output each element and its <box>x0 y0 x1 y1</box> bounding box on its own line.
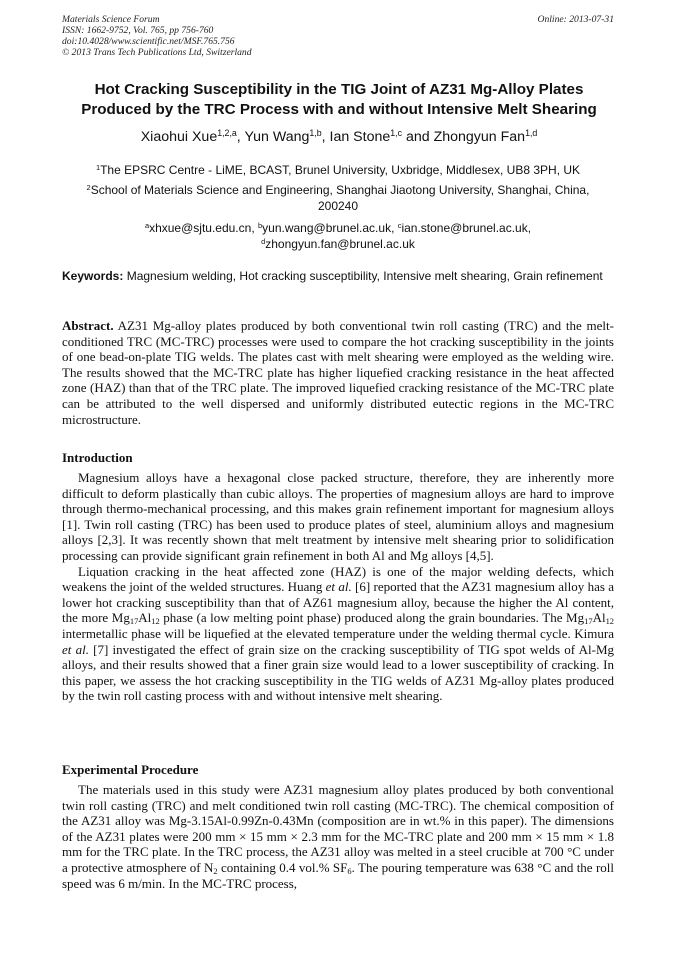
affiliation-number: 2 <box>86 182 91 192</box>
email-sup: a <box>144 220 150 230</box>
author-sup: 1,d <box>525 128 538 139</box>
author-sep: , <box>321 129 330 145</box>
affiliation-text: School of Materials Science and Engineering, Shanghai Jiaotong University, Shanghai, China, <box>90 183 590 197</box>
affiliation-text: The EPSRC Centre - LiME, BCAST, Brunel University, Uxbridge, Middlesex, UB8 3PH, UK <box>100 163 581 177</box>
introduction-body <box>62 470 614 704</box>
text-run: The materials used in this study were AZ31 magnesium alloy plates produced by both conventional twin roll casting (TRC) and melt conditioned twin roll casting (MC-TRC). The chemical composition of the AZ31 alloy was Mg-3.15Al-0.99Zn-0.43Mn (composition are in wt.% in this paper). The dimensions of the AZ31 plates were 200 mm × 15 mm × 2.3 mm for the MC-TRC plate and 200 mm × 15 mm × 1.8 mm for the TRC plate. In the TRC process, the AZ31 alloy was melted in a steel crucible at 700 °C under a protective atmosphere of N <box>62 782 614 875</box>
subscript: 17 <box>584 616 593 627</box>
paper-title <box>40 80 638 120</box>
email-address[interactable]: ian.stone@brunel.ac.uk, <box>401 221 532 235</box>
affiliation-2 <box>62 182 614 214</box>
email-address[interactable]: yun.wang@brunel.ac.uk, <box>262 221 398 235</box>
author-name: Ian Stone <box>329 129 391 145</box>
author-sup: 1,b <box>309 128 322 139</box>
author-sep: and <box>402 129 434 145</box>
abstract <box>62 318 614 427</box>
keywords-text: Magnesium welding, Hot cracking susceptibility, Intensive melt shearing, Grain refinement <box>126 269 603 283</box>
text-run: [6] reported that the AZ31 magnesium alloy has a lower hot cracking susceptibility than that of AZ61 magnesium alloy, because the higher the Al content, the more Mg <box>62 579 614 626</box>
subscript: 12 <box>151 616 160 627</box>
experimental-heading: Experimental Procedure <box>62 762 199 777</box>
author-sup: 1,2,a <box>217 128 237 139</box>
text-run: Al <box>592 610 606 626</box>
issn-line: ISSN: 1662-9752, Vol. 765, pp 756-760 <box>62 25 214 36</box>
author-sup: 1,c <box>390 128 402 139</box>
text-run: [7] investigated the effect of grain size on the cracking susceptibility of TIG spot welds of Al-Mg alloys, and their results showed that a finer grain size would lead to a lower susceptibility of cracking. In this paper, we assess the hot cracking susceptibility in the TIG welds of AZ31 Mg-alloy plates produced by the twin roll casting process with and without intensive melt shearing. <box>62 641 614 704</box>
email-sup: d <box>261 236 266 246</box>
keywords-label: Keywords: <box>62 269 124 283</box>
text-run: intermetallic phase will be liquefied at the elevated temperature under the welding thermal cycle. Kimura <box>62 625 614 641</box>
subscript: 6 <box>347 866 352 877</box>
copyright-line: © 2013 Trans Tech Publications Ltd, Switzerland <box>62 47 252 58</box>
text-run: Al <box>138 610 152 626</box>
title-line-1: Hot Cracking Susceptibility in the TIG Joint of AZ31 Mg-Alloy Plates <box>94 81 584 98</box>
experimental-paragraph-1 <box>62 782 614 891</box>
text-run: Liquation cracking in the heat affected zone (HAZ) is one of the major welding defects, which weakens the joint of the welded structures. Huang <box>62 563 614 595</box>
subscript: 2 <box>213 866 218 877</box>
email-sup: c <box>397 220 402 230</box>
online-date: Online: 2013-07-31 <box>537 14 614 25</box>
subscript: 12 <box>605 616 614 627</box>
text-run: containing 0.4 vol.% SF <box>217 859 348 875</box>
affiliation-1 <box>62 162 614 178</box>
abstract-text: AZ31 Mg-alloy plates produced by both conventional twin roll casting (TRC) and the melt-conditioned TRC (MC-TRC) processes were used to compare the hot cracking susceptibility in the joints of one bead-on-plate TIG welds. The plates cast with melt shearing were employed as the welding wire. The results showed that the MC-TRC plate has higher liquefied cracking resistance in the heat affected zone (HAZ) than that of the TRC plate. The improved liquefied cracking resistance of the MC-TRC plate can be attributed to the well dispersed and uniformly distributed eutectic regions in the MC-TRC microstructure. <box>62 318 614 427</box>
email-sup: b <box>258 220 263 230</box>
author-name: Zhongyun Fan <box>433 129 526 145</box>
affiliation-text-cont: 200240 <box>317 199 359 213</box>
introduction-heading: Introduction <box>62 450 133 465</box>
text-run: et al. <box>325 579 352 595</box>
author-sep: , <box>236 129 245 145</box>
author-list <box>40 128 638 146</box>
email-address[interactable]: zhongyun.fan@brunel.ac.uk <box>265 237 415 251</box>
subscript: 17 <box>129 616 139 627</box>
email-list <box>62 220 614 252</box>
text-run: . The pouring temperature was 638 °C and the roll speed was 6 m/min. In the MC-TRC process, <box>62 859 615 891</box>
text-run: phase (a low melting point phase) produced along the grain boundaries. The Mg <box>159 610 585 626</box>
doi-line: doi:10.4028/www.scientific.net/MSF.765.756 <box>62 36 235 47</box>
intro-paragraph-1: Magnesium alloys have a hexagonal close packed structure, therefore, they are inherently more difficult to deform plastically than cubic alloys. The properties of magnesium alloys are hard to improve through thermo-mechanical processing, and this makes grain refinement important for magnesium alloys [1]. Twin roll casting (TRC) has been used to produce plates of steel, aluminium alloys and magnesium alloys [2,3]. It was recently shown that melt treatment by intensive melt shearing prior to solidification processing can provide significant grain refinement in both Al and Mg alloys [4,5]. <box>62 470 614 563</box>
affiliation-number: 1 <box>95 162 101 172</box>
text-run: et al. <box>62 641 89 657</box>
intro-paragraph-2 <box>62 564 614 704</box>
abstract-label: Abstract. <box>62 318 114 333</box>
author-name: Xiaohui Xue <box>140 129 218 145</box>
journal-name: Materials Science Forum <box>62 14 160 25</box>
running-header <box>62 14 614 58</box>
experimental-body <box>62 782 614 891</box>
email-address[interactable]: xhxue@sjtu.edu.cn, <box>149 221 258 235</box>
author-name: Yun Wang <box>244 129 310 145</box>
title-line-2: Produced by the TRC Process with and without Intensive Melt Shearing <box>81 101 597 118</box>
keywords <box>62 269 614 284</box>
